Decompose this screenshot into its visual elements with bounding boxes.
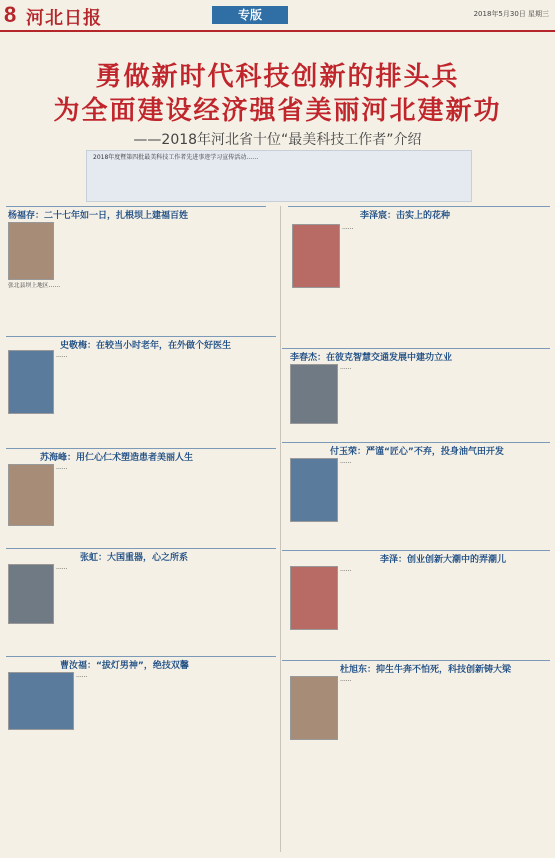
profile-body-3: ……: [56, 353, 68, 359]
profile-photo-2: [292, 224, 340, 288]
profile-title-10: 杜旭东：抑生牛奔不怕死，科技创新铸大梁: [340, 665, 512, 675]
profile-body-1: 张北县坝上地区……: [8, 283, 61, 289]
dateline: 2018年5月30日 星期三: [473, 10, 549, 18]
divider: [282, 550, 550, 551]
profile-title-8: 李泽：创业创新大潮中的弄潮儿: [380, 555, 507, 565]
intro-box: 2018年度暨第四批最美科技工作者先进事迹学习宣传活动……: [86, 150, 472, 202]
divider: [6, 656, 276, 657]
profile-photo-9: [8, 672, 74, 730]
divider: [282, 660, 550, 661]
divider: [6, 548, 276, 549]
masthead-logo: 河北日报: [26, 8, 102, 29]
profile-body-8: ……: [340, 567, 352, 573]
page-header: [0, 0, 555, 32]
profile-title-1: 杨福存：二十七年如一日，扎根坝上建福百姓: [8, 211, 189, 221]
profile-body-9: ……: [76, 673, 88, 679]
profile-photo-1: [8, 222, 54, 280]
headline-line-2: 为全面建设经济强省美丽河北建新功: [53, 96, 502, 126]
profile-title-3: 史敬梅：在较当小时老年，在外做个好医生: [60, 341, 232, 351]
profile-body-7: ……: [56, 565, 68, 571]
page-number: 8: [4, 2, 17, 27]
profile-body-4: ……: [340, 365, 352, 371]
profile-title-2: 李泽宸：击实上的花种: [360, 211, 451, 221]
profile-body-5: ……: [56, 465, 68, 471]
profile-body-10: ……: [340, 677, 352, 683]
profile-body-2: ……: [342, 225, 354, 231]
profile-photo-8: [290, 566, 338, 630]
divider: [282, 442, 550, 443]
profile-body-6: ……: [340, 459, 352, 465]
profile-photo-6: [290, 458, 338, 522]
profile-title-7: 张虹：大国重器，心之所系: [80, 553, 189, 563]
profile-title-5: 苏海峰：用仁心仁术塑造患者美丽人生: [40, 453, 194, 463]
profile-photo-5: [8, 464, 54, 526]
profile-photo-3: [8, 350, 54, 414]
profile-photo-10: [290, 676, 338, 740]
profile-photo-4: [290, 364, 338, 424]
divider: [6, 336, 276, 337]
subheadline: ——2018年河北省十位“最美科技工作者”介绍: [133, 132, 422, 148]
divider: [288, 206, 550, 207]
section-label: 专版: [212, 6, 288, 24]
profile-photo-7: [8, 564, 54, 624]
profile-title-6: 付玉荣：严谨“匠心”不弃，投身油气田开发: [330, 447, 504, 457]
divider: [6, 206, 266, 207]
divider: [282, 348, 550, 349]
headline-line-1: 勇做新时代科技创新的排头兵: [95, 62, 460, 92]
divider: [6, 448, 276, 449]
profile-title-4: 李春杰：在彼克智慧交通发展中建功立业: [290, 353, 453, 363]
profile-title-9: 曹汝福：“拔灯男神”，绝技双馨: [60, 661, 189, 671]
column-divider: [280, 206, 281, 852]
